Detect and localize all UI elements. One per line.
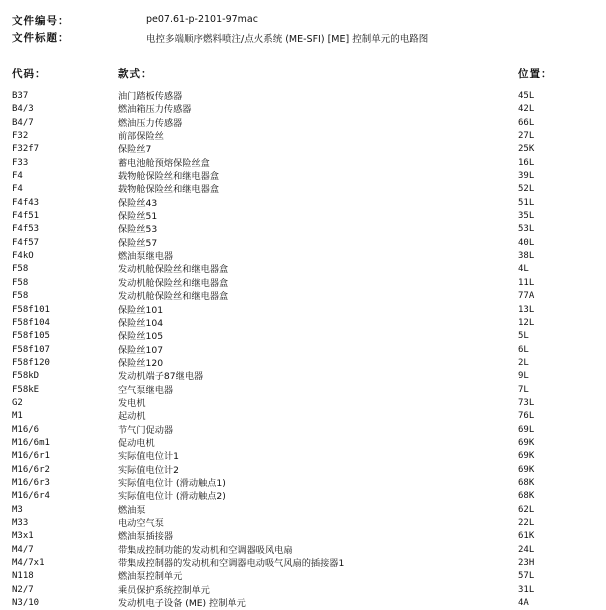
component-name: 带集成控制器的发动机和空调器电动吸气风扇的插接器1 <box>118 558 345 570</box>
component-name: 燃油泵插接器 <box>118 531 174 543</box>
component-name: 燃油泵继电器 <box>118 251 174 263</box>
component-position: 51L <box>518 197 535 208</box>
component-code: F58 <box>12 291 29 302</box>
table-row <box>0 103 606 116</box>
table-row <box>0 410 606 423</box>
component-code: M16/6r2 <box>12 464 50 475</box>
component-code: M16/6r1 <box>12 451 50 462</box>
component-name: 保险丝57 <box>118 237 158 249</box>
component-position: 69L <box>518 424 535 435</box>
component-position: 4L <box>518 264 529 275</box>
component-name: 燃油箱压力传感器 <box>118 104 192 116</box>
component-code: B4/7 <box>12 117 34 128</box>
component-name: 发动机端子87继电器 <box>118 371 204 383</box>
component-name: 带集成控制功能的发动机和空调器吸风电扇 <box>118 544 293 556</box>
component-code: F58kD <box>12 371 40 382</box>
component-name: 蓄电池舱预熔保险丝盒 <box>118 157 210 169</box>
component-name: 前部保险丝 <box>118 131 164 143</box>
component-name: 起动机 <box>118 411 146 423</box>
component-code: F4f51 <box>12 211 40 222</box>
table-row <box>0 557 606 570</box>
component-code: F32f7 <box>12 144 40 155</box>
component-code: F4f43 <box>12 197 40 208</box>
table-row <box>0 450 606 463</box>
component-position: 23H <box>518 558 535 569</box>
table-row <box>0 530 606 543</box>
component-code: F58f120 <box>12 357 50 368</box>
table-row <box>0 237 606 250</box>
component-position: 40L <box>518 237 535 248</box>
component-position: 5L <box>518 331 529 342</box>
component-name: 燃油压力传感器 <box>118 117 183 129</box>
table-row <box>0 170 606 183</box>
component-position: 61K <box>518 531 535 542</box>
component-name: 发动机舱保险丝和继电器盒 <box>118 264 229 276</box>
component-name: 保险丝7 <box>118 144 152 156</box>
component-code: M16/6m1 <box>12 437 50 448</box>
column-header-name: 款式： <box>118 68 153 80</box>
table-row <box>0 143 606 156</box>
component-table <box>0 90 606 610</box>
doc-title-value: 电控多端顺序燃料喷注/点火系统 (ME-SFI) [ME] 控制单元的电路图 <box>146 34 429 45</box>
table-row <box>0 517 606 530</box>
component-position: 57L <box>518 571 535 582</box>
table-row <box>0 317 606 330</box>
component-name: 乘员保护系统控制单元 <box>118 584 210 596</box>
component-code: F32 <box>12 131 29 142</box>
component-name: 实际值电位计2 <box>118 464 179 476</box>
component-code: F33 <box>12 157 29 168</box>
table-row <box>0 183 606 196</box>
component-position: 53L <box>518 224 535 235</box>
component-name: 载物舱保险丝和继电器盒 <box>118 184 220 196</box>
table-row <box>0 490 606 503</box>
table-row <box>0 424 606 437</box>
component-code: M16/6r4 <box>12 491 50 502</box>
component-code: M16/6r3 <box>12 477 50 488</box>
component-code: F4 <box>12 171 23 182</box>
table-row <box>0 344 606 357</box>
component-name: 实际值电位计1 <box>118 451 179 463</box>
component-name: 保险丝105 <box>118 331 164 343</box>
component-code: F4f53 <box>12 224 40 235</box>
component-name: 发电机 <box>118 397 146 409</box>
component-position: 13L <box>518 304 535 315</box>
doc-title-label: 文件标题： <box>12 32 70 44</box>
column-header-code: 代码： <box>12 68 47 80</box>
table-row <box>0 210 606 223</box>
component-code: G2 <box>12 397 23 408</box>
column-header-position: 位置： <box>518 68 553 80</box>
component-name: 发动机舱保险丝和继电器盒 <box>118 277 229 289</box>
table-row <box>0 544 606 557</box>
component-code: M16/6 <box>12 424 40 435</box>
component-code: F58f104 <box>12 317 50 328</box>
table-row <box>0 263 606 276</box>
component-code: F58f107 <box>12 344 50 355</box>
component-code: M33 <box>12 518 29 528</box>
doc-number-value: pe07.61-p-2101-97mac <box>146 14 258 25</box>
component-code: F58 <box>12 277 29 288</box>
component-name: 发动机电子设备 (ME) 控制单元 <box>118 598 246 610</box>
component-position: 6L <box>518 344 529 355</box>
table-row <box>0 370 606 383</box>
table-row <box>0 584 606 597</box>
component-position: 42L <box>518 104 535 115</box>
component-position: 7L <box>518 384 529 395</box>
table-row <box>0 384 606 397</box>
component-position: 22L <box>518 518 535 528</box>
component-position: 77A <box>518 291 535 302</box>
component-position: 66L <box>518 117 535 128</box>
component-position: 52L <box>518 184 535 195</box>
component-name: 燃油泵控制单元 <box>118 571 183 583</box>
component-code: F4f57 <box>12 237 40 248</box>
table-row <box>0 504 606 517</box>
component-code: B37 <box>12 91 29 101</box>
component-code: F58kE <box>12 384 40 395</box>
component-name: 节气门促动器 <box>118 424 174 436</box>
table-row <box>0 117 606 130</box>
table-row <box>0 304 606 317</box>
component-position: 2L <box>518 357 529 368</box>
component-position: 69K <box>518 464 535 475</box>
component-code: B4/3 <box>12 104 34 115</box>
table-row <box>0 597 606 610</box>
component-position: 76L <box>518 411 535 422</box>
component-position: 38L <box>518 251 535 262</box>
component-name: 保险丝107 <box>118 344 164 356</box>
component-code: N2/7 <box>12 584 34 595</box>
table-row <box>0 330 606 343</box>
component-name: 保险丝51 <box>118 211 158 223</box>
component-name: 保险丝101 <box>118 304 164 316</box>
table-row <box>0 277 606 290</box>
table-row <box>0 197 606 210</box>
table-row <box>0 250 606 263</box>
component-position: 9L <box>518 371 529 382</box>
component-position: 62L <box>518 504 535 515</box>
component-position: 12L <box>518 317 535 328</box>
component-code: N118 <box>12 571 34 582</box>
table-row <box>0 157 606 170</box>
component-name: 促动电机 <box>118 437 155 449</box>
table-row <box>0 477 606 490</box>
table-row <box>0 570 606 583</box>
component-code: M1 <box>12 411 23 422</box>
component-name: 空气泵继电器 <box>118 384 174 396</box>
component-name: 实际值电位计 (滑动触点1) <box>118 477 226 489</box>
component-name: 载物舱保险丝和继电器盒 <box>118 171 220 183</box>
table-row <box>0 290 606 303</box>
component-position: 45L <box>518 91 535 101</box>
component-position: 4A <box>518 598 529 609</box>
component-position: 39L <box>518 171 535 182</box>
component-position: 35L <box>518 211 535 222</box>
component-position: 73L <box>518 397 535 408</box>
component-code: M4/7 <box>12 544 34 555</box>
component-position: 69K <box>518 437 535 448</box>
table-row <box>0 130 606 143</box>
component-code: F58f101 <box>12 304 50 315</box>
component-code: F4 <box>12 184 23 195</box>
component-code: N3/10 <box>12 598 40 609</box>
component-name: 发动机舱保险丝和继电器盒 <box>118 291 229 303</box>
component-name: 保险丝53 <box>118 224 158 236</box>
component-code: F58f105 <box>12 331 50 342</box>
component-code: M3x1 <box>12 531 34 542</box>
component-code: M4/7x1 <box>12 558 45 569</box>
component-name: 保险丝120 <box>118 357 164 369</box>
component-name: 电动空气泵 <box>118 518 164 529</box>
component-position: 68K <box>518 477 535 488</box>
component-code: F4kO <box>12 251 34 262</box>
component-name: 燃油泵 <box>118 504 146 516</box>
doc-number-label: 文件编号： <box>12 15 70 27</box>
component-position: 24L <box>518 544 535 555</box>
table-row <box>0 464 606 477</box>
table-row <box>0 90 606 103</box>
table-row <box>0 223 606 236</box>
component-code: M3 <box>12 504 23 515</box>
component-position: 16L <box>518 157 535 168</box>
table-row <box>0 357 606 370</box>
table-row <box>0 437 606 450</box>
component-position: 68K <box>518 491 535 502</box>
component-name: 油门踏板传感器 <box>118 91 183 102</box>
component-position: 25K <box>518 144 535 155</box>
component-name: 实际值电位计 (滑动触点2) <box>118 491 226 503</box>
component-position: 27L <box>518 131 535 142</box>
component-name: 保险丝104 <box>118 317 164 329</box>
component-position: 11L <box>518 277 535 288</box>
component-position: 31L <box>518 584 535 595</box>
component-position: 69K <box>518 451 535 462</box>
component-name: 保险丝43 <box>118 197 158 209</box>
table-row <box>0 397 606 410</box>
component-code: F58 <box>12 264 29 275</box>
